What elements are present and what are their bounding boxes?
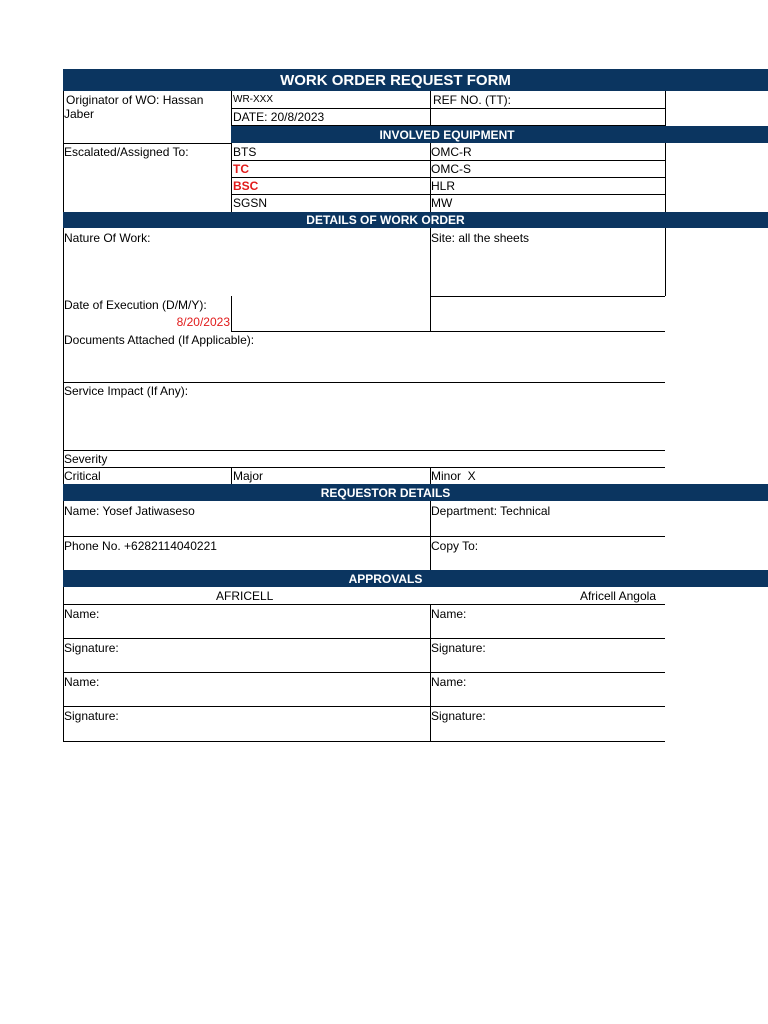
originator-label: Originator of WO: Hassan bbox=[66, 93, 204, 107]
equipment-bts: BTS bbox=[233, 145, 257, 159]
approval-name-label-left-2: Name: bbox=[64, 675, 100, 689]
involved-equipment-header bbox=[231, 126, 768, 143]
requestor-header bbox=[63, 484, 768, 501]
form-title-bar bbox=[63, 69, 768, 91]
approvals-left-org: AFRICELL bbox=[216, 589, 274, 603]
equipment-tc: TC bbox=[233, 162, 249, 176]
equipment-sgsn: SGSN bbox=[233, 196, 268, 210]
ref-no-label: REF NO. (TT): bbox=[433, 93, 511, 107]
approval-signature-label-left: Signature: bbox=[64, 641, 119, 655]
form-bottom-border bbox=[63, 741, 665, 742]
approval-name-label-left: Name: bbox=[64, 607, 100, 621]
row-line bbox=[63, 672, 665, 673]
row-line bbox=[231, 160, 665, 161]
row-line bbox=[231, 177, 665, 178]
equipment-omc-r: OMC-R bbox=[431, 145, 472, 159]
row-line bbox=[231, 194, 665, 195]
requestor-title: REQUESTOR DETAILS bbox=[320, 485, 451, 500]
row-line bbox=[63, 604, 665, 605]
approvals-header bbox=[63, 570, 768, 587]
severity-label: Severity bbox=[64, 452, 108, 466]
form-title: WORK ORDER REQUEST FORM bbox=[280, 71, 511, 89]
right-border bbox=[665, 91, 666, 126]
right-border bbox=[665, 143, 666, 212]
severity-major: Major bbox=[233, 469, 264, 483]
approval-signature-label-right: Signature: bbox=[431, 641, 486, 655]
requestor-name: Name: Yosef Jatiwaseso bbox=[64, 504, 195, 518]
requestor-phone: Phone No. +6282114040221 bbox=[64, 539, 217, 553]
requestor-copy-to: Copy To: bbox=[431, 539, 479, 553]
nature-of-work-label: Nature Of Work: bbox=[64, 231, 151, 245]
severity-minor: Minor X bbox=[431, 469, 476, 483]
documents-label: Documents Attached (If Applicable): bbox=[64, 333, 255, 347]
row-line bbox=[231, 108, 665, 109]
approval-name-label-right: Name: bbox=[431, 607, 467, 621]
site-label: Site: all the sheets bbox=[431, 231, 530, 245]
approval-name-label-right-2: Name: bbox=[431, 675, 467, 689]
approvals-right-org: Africell Angola bbox=[579, 589, 656, 603]
approvals-title: APPROVALS bbox=[348, 571, 423, 586]
col-divider bbox=[231, 467, 232, 484]
date-value: DATE: 20/8/2023 bbox=[233, 110, 325, 124]
equipment-hlr: HLR bbox=[431, 179, 456, 193]
row-line bbox=[63, 706, 665, 707]
originator-label-cont: Jaber bbox=[64, 107, 95, 121]
row-line bbox=[63, 638, 665, 639]
approval-signature-label-right-2: Signature: bbox=[431, 709, 486, 723]
execution-label: Date of Execution (D/M/Y): bbox=[64, 298, 207, 312]
requestor-department: Department: Technical bbox=[431, 504, 551, 518]
assigned-label: Escalated/Assigned To: bbox=[64, 145, 189, 159]
row-line bbox=[63, 450, 665, 451]
row-line bbox=[63, 382, 665, 383]
equipment-mw: MW bbox=[431, 196, 453, 210]
equipment-bsc: BSC bbox=[233, 179, 259, 193]
row-line bbox=[63, 467, 665, 468]
details-header bbox=[63, 212, 768, 228]
severity-critical: Critical bbox=[64, 469, 101, 483]
involved-equipment-title: INVOLVED EQUIPMENT bbox=[379, 127, 515, 142]
row-line bbox=[63, 536, 665, 537]
service-impact-label: Service Impact (If Any): bbox=[64, 384, 189, 398]
execution-date: 8/20/2023 bbox=[176, 315, 230, 329]
row-line bbox=[430, 296, 665, 297]
col-divider bbox=[231, 296, 232, 331]
row-line bbox=[231, 331, 665, 332]
details-title: DETAILS OF WORK ORDER bbox=[306, 213, 465, 227]
wo-number: WR-XXX bbox=[233, 94, 273, 105]
right-border bbox=[665, 228, 666, 296]
equipment-omc-s: OMC-S bbox=[431, 162, 471, 176]
approval-signature-label-left-2: Signature: bbox=[64, 709, 119, 723]
row-line bbox=[63, 143, 231, 144]
